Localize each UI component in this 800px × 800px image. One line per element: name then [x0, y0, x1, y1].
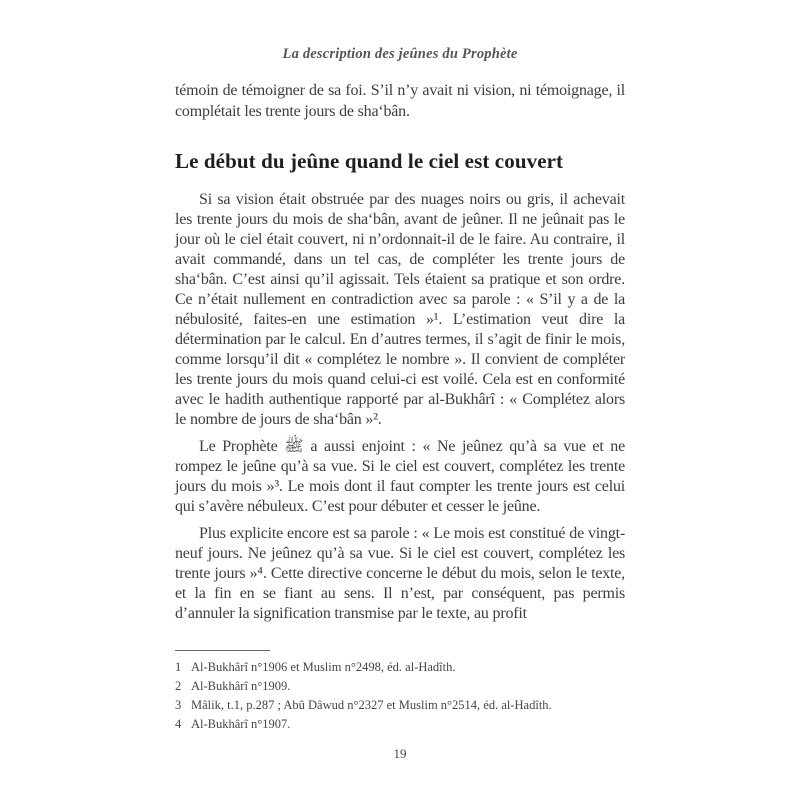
footnote — [175, 696, 625, 715]
footnote-separator-rule — [175, 650, 270, 651]
paragraph: Plus explicite encore est sa parole : « Le mois est constitué de vingt-neuf jours. Ne jeûnez qu’à sa vue. Si le ciel est couvert, complétez les trente jours »⁴. Cette directive concerne le début du mois, selon le texte, et la fin en se fiant au sens. Il n’est, par conséquent, pas permis d’annuler la signification transmise par le texte, au profit — [175, 525, 625, 623]
paragraph-continuation: témoin de témoigner de sa foi. S’il n’y avait ni vision, ni témoignage, il complétait les trente jours de sha‘bân. — [175, 82, 625, 120]
page-number: 19 — [393, 746, 407, 761]
footnote-number: 3 — [175, 698, 182, 713]
footnote — [175, 715, 625, 734]
paragraph: Si sa vision était obstruée par des nuages noirs ou gris, il achevait les trente jours du mois de sha‘bân, avant de jeûner. Il ne jeûnait pas le jour où le ciel était couvert, ni n’ordonnait-il de le faire. Au contraire, il avait commandé, dans un tel cas, de compléter les trente jours de sha‘bân. C’est ainsi qu’il agissait. Tels étaient sa pratique et son ordre. Ce n’était nullement en contradiction avec sa parole : « S’il y a de la nébulosité, faites-en une estimation »¹. L’estimation veut dire la détermination par le calcul. En d’autres termes, il s’agit de finir le mois, comme lorsqu’il dit « complétez le nombre ». Il convient de compléter les trente jours du mois quand celui-ci est voilé. Cela est en conformité avec le hadith authentique rapporté par al-Bukhârî : « Complétez alors le nombre de jours de sha‘bân »². — [175, 191, 625, 429]
footnote-number: 2 — [175, 679, 182, 694]
text-column — [175, 80, 625, 734]
footnote-number: 1 — [175, 660, 182, 675]
section-heading: Le début du jeûne quand le ciel est couvert — [175, 149, 564, 173]
footnote-text: Mâlik, t.1, p.287 ; Abû Dâwud n°2327 et Muslim n°2514, éd. al-Hadîth. — [191, 698, 552, 713]
footnote-text: Al-Bukhârî n°1906 et Muslim n°2498, éd. al-Hadîth. — [191, 660, 456, 675]
footnote-text: Al-Bukhârî n°1907. — [191, 717, 291, 732]
footnotes-block — [175, 650, 625, 734]
paragraph: Le Prophète ﷺ a aussi enjoint : « Ne jeûnez qu’à sa vue et ne rompez le jeûne qu’à sa vue. Si le ciel est couvert, complétez les trente jours du mois »³. Le mois dont il faut compter les trente jours est celui qui s’avère nébuleux. C’est pour débuter et cesser le jeûne. — [175, 438, 625, 516]
footnote-text: Al-Bukhârî n°1909. — [191, 679, 291, 694]
running-header: La description des jeûnes du Prophète — [282, 46, 518, 62]
footnote — [175, 658, 625, 677]
footnote — [175, 677, 625, 696]
footnote-number: 4 — [175, 717, 182, 732]
